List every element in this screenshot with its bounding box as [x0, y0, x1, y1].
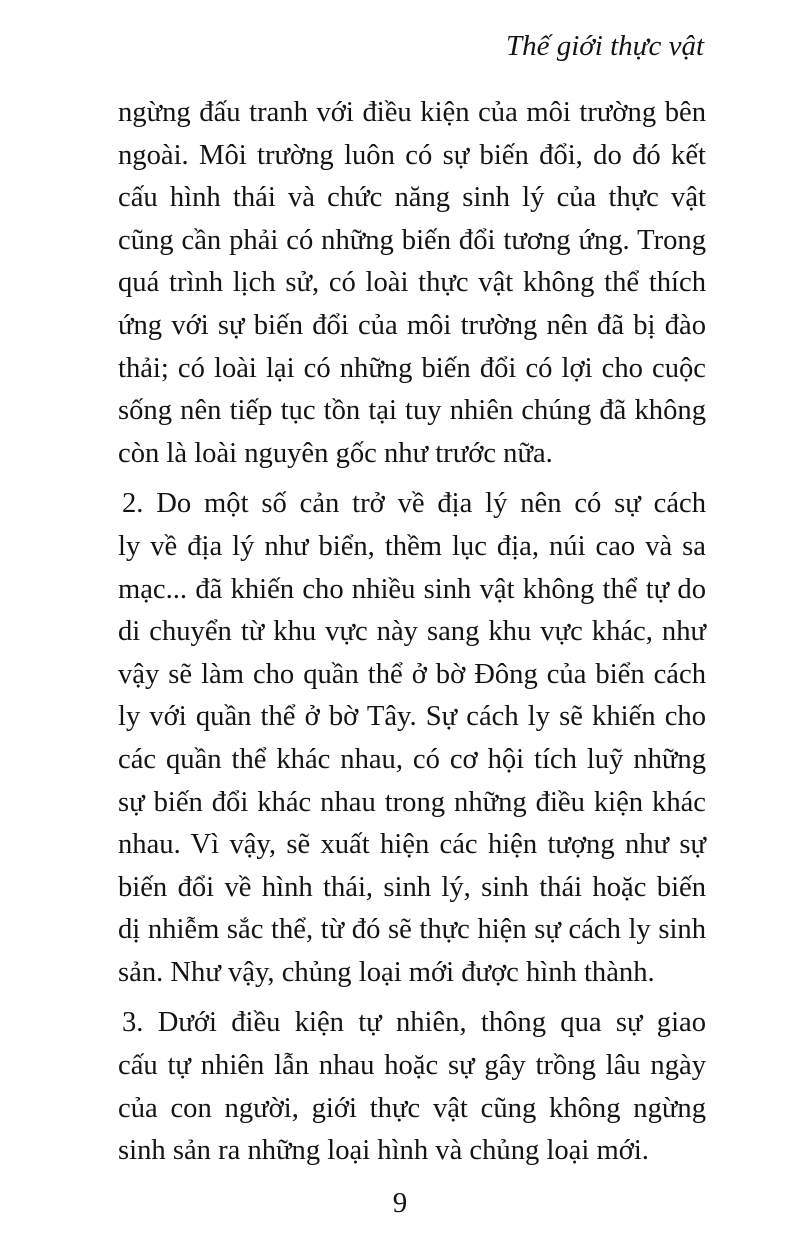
text-line: sự biến đổi khác nhau trong những điều kiện khác — [118, 786, 706, 818]
paragraph-2 — [118, 483, 706, 994]
text-line: ngoài. Môi trường luôn có sự biến đổi, do đó kết — [118, 139, 706, 171]
body-text — [118, 92, 706, 1173]
text-line: sản. Như vậy, chủng loại mới được hình thành. — [118, 956, 655, 988]
text-line: sống nên tiếp tục tồn tại tuy nhiên chúng đã không — [118, 395, 706, 427]
text-line: mạc... đã khiến cho nhiều sinh vật không thể tự do — [118, 573, 706, 605]
text-line: ngừng đấu tranh với điều kiện của môi trường bên — [118, 97, 706, 128]
text-line: ly với quần thể ở bờ Tây. Sự cách ly sẽ khiến cho — [118, 701, 706, 733]
text-line: sinh sản ra những loại hình và chủng loại mới. — [118, 1135, 649, 1167]
text-line: di chuyển từ khu vực này sang khu vực khác, như — [118, 616, 706, 648]
text-line: ly về địa lý như biển, thềm lục địa, núi cao và sa — [118, 530, 706, 562]
text-line: thải; có loài lại có những biến đổi có lợi cho cuộc — [118, 352, 706, 384]
text-line: cấu hình thái và chức năng sinh lý của thực vật — [118, 182, 706, 214]
text-line: các quần thể khác nhau, có cơ hội tích luỹ những — [118, 743, 706, 775]
text-line: 2. Do một số cản trở về địa lý nên có sự cách — [122, 488, 706, 520]
text-line: ứng với sự biến đổi của môi trường nên đã bị đào — [118, 309, 706, 341]
text-line: vậy sẽ làm cho quần thể ở bờ Đông của biển cách — [118, 658, 706, 690]
page-number: 9 — [392, 1187, 408, 1219]
text-line: của con người, giới thực vật cũng không ngừng — [118, 1092, 706, 1124]
text-line: quá trình lịch sử, có loài thực vật không thể thích — [118, 267, 706, 299]
text-line: còn là loài nguyên gốc như trước nữa. — [118, 437, 553, 469]
text-line: cũng cần phải có những biến đổi tương ứng. Trong — [118, 224, 706, 256]
text-line: biến đổi về hình thái, sinh lý, sinh thái hoặc biến — [118, 871, 706, 903]
running-header: Thế giới thực vật — [505, 30, 704, 62]
paragraph-3 — [118, 1002, 706, 1172]
text-line: cấu tự nhiên lẫn nhau hoặc sự gây trồng lâu ngày — [118, 1050, 706, 1082]
text-line: dị nhiễm sắc thể, từ đó sẽ thực hiện sự cách ly sinh — [118, 914, 706, 946]
paragraph-1 — [118, 92, 706, 475]
text-line: 3. Dưới điều kiện tự nhiên, thông qua sự giao — [122, 1007, 706, 1039]
text-line: nhau. Vì vậy, sẽ xuất hiện các hiện tượng như sự — [118, 829, 706, 861]
